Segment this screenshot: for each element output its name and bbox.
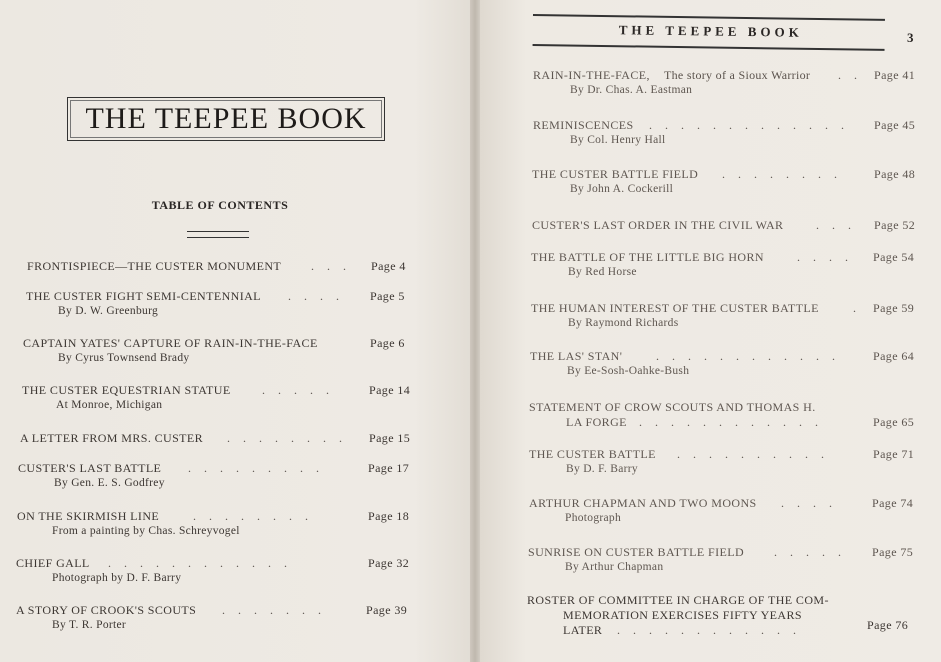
entry-author: By John A. Cockerill [570, 183, 674, 195]
entry-page: Page 32 [368, 556, 410, 570]
entry-title: ARTHUR CHAPMAN AND TWO MOONS [529, 496, 757, 510]
entry-title-continued: MEMORATION EXERCISES FIFTY YEARS [563, 608, 802, 622]
entry-page: Page 76 [867, 618, 909, 632]
entry-author: By T. R. Porter [52, 619, 127, 631]
leader-dots: . . . . . . . . . . . . [656, 349, 840, 363]
entry-author: By Col. Henry Hall [570, 134, 666, 146]
entry-page: Page 39 [366, 603, 408, 617]
entry-author: By D. W. Greenburg [58, 305, 159, 317]
entry-page: Page 6 [370, 336, 405, 350]
entry-title: RAIN-IN-THE-FACE, [533, 68, 650, 82]
entry-author: By Ee-Sosh-Oahke-Bush [567, 365, 690, 377]
leader-dots: . . . . [797, 250, 853, 264]
entry-author: Photograph [565, 512, 622, 524]
leader-dots: . . . . . [262, 383, 334, 397]
leader-dots: . . . . . . . [222, 603, 326, 617]
entry-title: CUSTER'S LAST BATTLE [18, 461, 162, 475]
entry-author: By Gen. E. S. Godfrey [54, 477, 165, 489]
page-number: 3 [907, 30, 914, 45]
leader-dots: . . . [311, 259, 351, 273]
entry-author: Photograph by D. F. Barry [52, 572, 182, 584]
entry-page: Page 17 [368, 461, 410, 475]
entry-title-continued: LA FORGE [566, 415, 627, 429]
book-title-box [67, 97, 385, 141]
toc-double-rule [187, 231, 249, 238]
entry-author: By Cyrus Townsend Brady [58, 352, 190, 364]
entry-title-continued: LATER [563, 623, 603, 637]
entry-title: FRONTISPIECE—THE CUSTER MONUMENT [27, 259, 282, 273]
entry-author: By D. F. Barry [566, 463, 638, 475]
entry-page: Page 75 [872, 545, 914, 559]
entry-page: Page 18 [368, 509, 410, 523]
entry-title: SUNRISE ON CUSTER BATTLE FIELD [528, 545, 745, 559]
leader-dots: . . [838, 68, 862, 82]
book-title: THE TEEPEE BOOK [85, 102, 367, 135]
entry-author: By Raymond Richards [568, 317, 679, 329]
leader-dots: . . . . . . . . . . [677, 447, 829, 461]
entry-title: THE CUSTER EQUESTRIAN STATUE [22, 383, 231, 397]
leader-dots: . . . . . . . . . . . . [617, 623, 801, 637]
entry-title: REMINISCENCES [533, 118, 634, 132]
entry-page: Page 41 [874, 68, 916, 82]
running-head-title: THE TEEPEE BOOK [618, 22, 803, 40]
entry-page: Page 64 [873, 349, 915, 363]
leader-dots: . . . . . . . . [193, 509, 313, 523]
entry-title: CUSTER'S LAST ORDER IN THE CIVIL WAR [532, 218, 784, 232]
entry-author: From a painting by Chas. Schreyvogel [52, 525, 240, 537]
entry-title: CAPTAIN YATES' CAPTURE OF RAIN-IN-THE-FACE [23, 336, 318, 350]
entry-page: Page 48 [874, 167, 916, 181]
right-page [480, 0, 941, 662]
leader-dots: . . . . . . . . . [188, 461, 324, 475]
entry-page: Page 4 [371, 259, 406, 273]
entry-page: Page 54 [873, 250, 915, 264]
entry-title: ON THE SKIRMISH LINE [17, 509, 160, 523]
entry-title: A STORY OF CROOK'S SCOUTS [16, 603, 197, 617]
entry-title: THE CUSTER BATTLE FIELD [532, 167, 699, 181]
book-gutter [470, 0, 480, 662]
entry-author: By Arthur Chapman [565, 561, 664, 573]
leader-dots: . . . . . . . . . . . . [108, 556, 292, 570]
entry-title: THE LAS' STAN' [530, 349, 623, 363]
entry-title-rest: The story of a Sioux Warrior [664, 68, 811, 82]
entry-page: Page 45 [874, 118, 916, 132]
entry-page: Page 65 [873, 415, 915, 429]
entry-page: Page 71 [873, 447, 915, 461]
leader-dots: . . . . . . . . . . . . . [649, 118, 849, 132]
leader-dots: . . . [816, 218, 856, 232]
entry-page: Page 14 [369, 383, 411, 397]
leader-dots: . . . . [781, 496, 837, 510]
leader-dots: . . . . . . . . . . . . [639, 415, 823, 429]
entry-author: At Monroe, Michigan [56, 399, 163, 411]
entry-title: THE CUSTER FIGHT SEMI-CENTENNIAL [26, 289, 261, 303]
entry-page: Page 52 [874, 218, 916, 232]
leader-dots: . . . . [288, 289, 344, 303]
entry-page: Page 15 [369, 431, 411, 445]
entry-page: Page 74 [872, 496, 914, 510]
leader-dots: . . . . . [774, 545, 846, 559]
leader-dots: . . . . . . . . [227, 431, 347, 445]
entry-page: Page 59 [873, 301, 915, 315]
entry-title: THE BATTLE OF THE LITTLE BIG HORN [531, 250, 764, 264]
leader-dots: . [853, 301, 861, 315]
entry-title: A LETTER FROM MRS. CUSTER [20, 431, 204, 445]
toc-heading: TABLE OF CONTENTS [151, 198, 289, 212]
entry-title: CHIEF GALL [16, 556, 90, 570]
entry-page: Page 5 [370, 289, 405, 303]
entry-title: THE HUMAN INTEREST OF THE CUSTER BATTLE [531, 301, 819, 315]
running-head [533, 14, 885, 51]
left-page [0, 0, 470, 662]
leader-dots: . . . . . . . . [722, 167, 842, 181]
entry-title: ROSTER OF COMMITTEE IN CHARGE OF THE COM- [527, 593, 829, 607]
entry-title: STATEMENT OF CROW SCOUTS AND THOMAS H. [529, 400, 816, 414]
entry-author: By Dr. Chas. A. Eastman [570, 84, 693, 96]
entry-title: THE CUSTER BATTLE [529, 447, 656, 461]
entry-author: By Red Horse [568, 266, 637, 278]
